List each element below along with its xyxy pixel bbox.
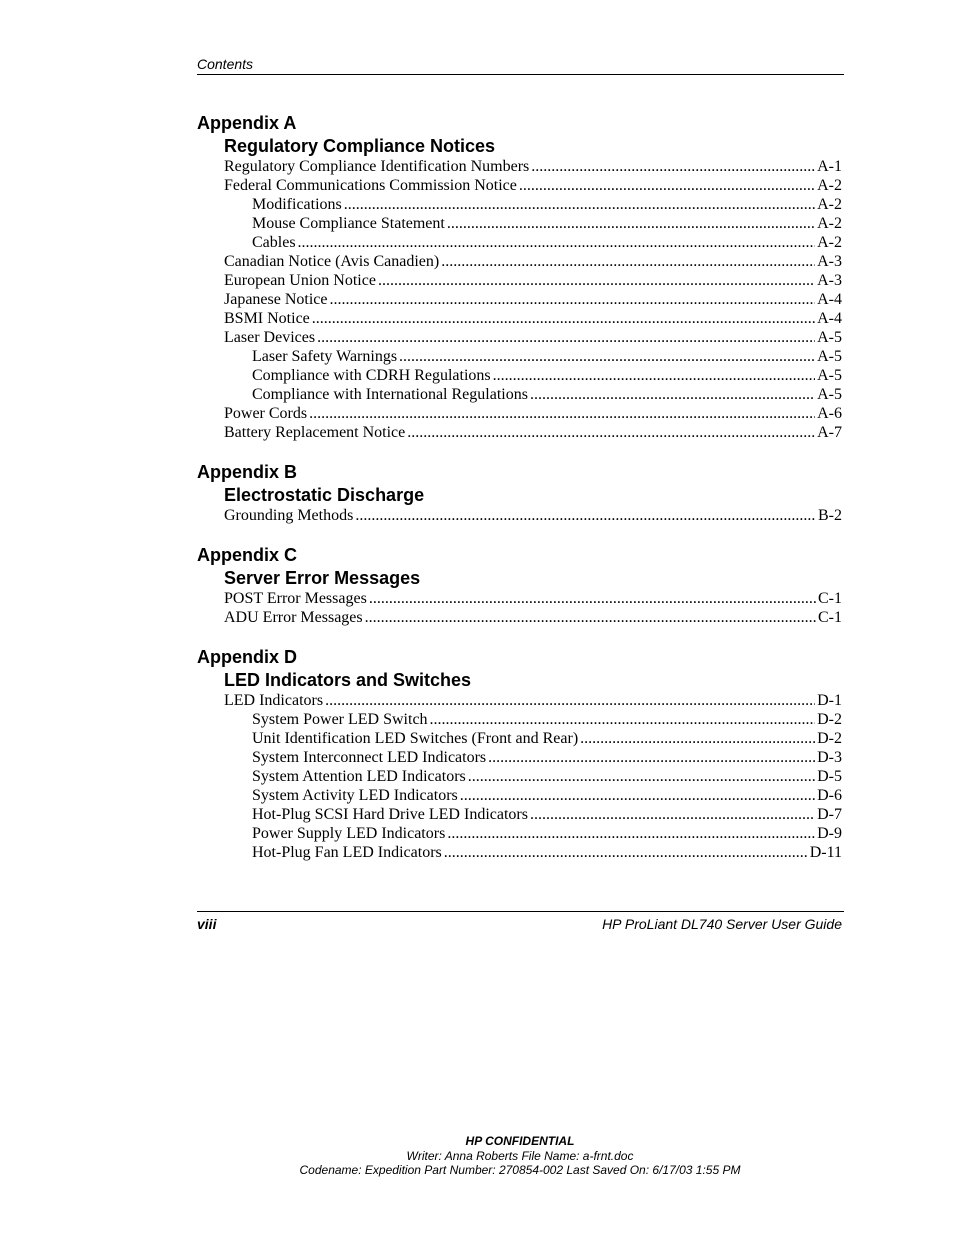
toc-entry-page: D-6 — [817, 787, 842, 804]
appendix-label: Appendix A — [197, 113, 297, 133]
toc-entry-text: Grounding Methods — [224, 507, 354, 524]
toc-entry[interactable] — [224, 506, 842, 525]
toc-entry-page: A-2 — [817, 215, 842, 232]
toc-entry-text: ADU Error Messages — [224, 609, 363, 626]
toc-entry-text: European Union Notice — [224, 272, 376, 289]
header-section: Contents — [197, 56, 254, 72]
toc-entry[interactable] — [252, 195, 842, 214]
dot-leader — [468, 767, 815, 786]
toc-entry[interactable] — [252, 385, 842, 404]
toc-entry-page: D-5 — [817, 768, 842, 785]
toc-entry-text: Regulatory Compliance Identification Numbers — [224, 158, 530, 175]
dot-leader — [430, 710, 816, 729]
page-footer — [197, 911, 844, 932]
toc-entry-page: D-9 — [817, 825, 842, 842]
toc-entry-text: Canadian Notice (Avis Canadien) — [224, 253, 440, 270]
toc-entry[interactable] — [224, 157, 842, 176]
table-of-contents — [197, 113, 842, 882]
dot-leader — [317, 328, 815, 347]
toc-entry-text: Mouse Compliance Statement — [252, 215, 445, 232]
toc-entry[interactable] — [224, 309, 842, 328]
toc-entry-text: System Activity LED Indicators — [252, 787, 458, 804]
toc-entry-page: A-5 — [817, 367, 842, 384]
toc-entry[interactable] — [224, 176, 842, 195]
toc-entry-page: A-2 — [817, 177, 842, 194]
toc-entry[interactable] — [224, 423, 842, 442]
toc-entry[interactable] — [252, 767, 842, 786]
appendix-label: Appendix D — [197, 647, 298, 667]
dot-leader — [447, 824, 815, 843]
toc-entry-text: LED Indicators — [224, 692, 324, 709]
toc-entry-page: A-2 — [817, 196, 842, 213]
toc-entry-text: Hot-Plug SCSI Hard Drive LED Indicators — [252, 806, 528, 823]
toc-entry-text: Unit Identification LED Switches (Front and Rear) — [252, 730, 579, 747]
toc-entry[interactable] — [252, 214, 842, 233]
dot-leader — [378, 271, 815, 290]
toc-entry[interactable] — [252, 710, 842, 729]
dot-leader — [447, 214, 815, 233]
dot-leader — [325, 691, 815, 710]
appendix-section — [197, 113, 842, 442]
toc-entry-page: D-7 — [817, 806, 842, 823]
toc-entry-text: Federal Communications Commission Notice — [224, 177, 517, 194]
toc-entry-text: Compliance with CDRH Regulations — [252, 367, 491, 384]
confidential-label: HP CONFIDENTIAL — [465, 1134, 575, 1148]
dot-leader — [519, 176, 815, 195]
toc-entry-page: A-1 — [817, 158, 842, 175]
toc-entry-text: Cables — [252, 234, 296, 251]
dot-leader — [330, 290, 816, 309]
appendix-section — [197, 647, 842, 862]
toc-entry-page: A-3 — [817, 253, 842, 270]
toc-entry-page: D-2 — [817, 730, 842, 747]
toc-entry-text: Modifications — [252, 196, 342, 213]
toc-entry-page: A-5 — [817, 386, 842, 403]
toc-entry-page: D-2 — [817, 711, 842, 728]
toc-entry-page: A-7 — [817, 424, 842, 441]
toc-entry[interactable] — [224, 404, 842, 423]
toc-entry-text: Power Supply LED Indicators — [252, 825, 446, 842]
page-number: viii — [197, 916, 217, 932]
dot-leader — [531, 157, 815, 176]
toc-entry[interactable] — [252, 824, 842, 843]
toc-entry-page: A-3 — [817, 272, 842, 289]
toc-entry[interactable] — [252, 805, 842, 824]
toc-entry[interactable] — [224, 589, 842, 608]
toc-entry[interactable] — [224, 271, 842, 290]
dot-leader — [493, 366, 815, 385]
toc-entry-text: Hot-Plug Fan LED Indicators — [252, 844, 442, 861]
toc-entry-page: C-1 — [818, 609, 842, 626]
toc-entry[interactable] — [252, 748, 842, 767]
codename-line: Codename: Expedition Part Number: 270854-002 Last Saved On: 6/17/03 1:55 PM — [299, 1163, 741, 1177]
toc-entry-text: Battery Replacement Notice — [224, 424, 406, 441]
dot-leader — [399, 347, 815, 366]
writer-line: Writer: Anna Roberts File Name: a-frnt.doc — [406, 1148, 634, 1163]
toc-entry[interactable] — [224, 691, 842, 710]
dot-leader — [441, 252, 815, 271]
document-title: HP ProLiant DL740 Server User Guide — [602, 916, 842, 932]
toc-entry-text: System Power LED Switch — [252, 711, 428, 728]
dot-leader — [312, 309, 815, 328]
toc-entry[interactable] — [252, 233, 842, 252]
dot-leader — [530, 385, 815, 404]
toc-entry-page: B-2 — [818, 507, 842, 524]
toc-entry-page: D-1 — [817, 692, 842, 709]
dot-leader — [530, 805, 815, 824]
toc-entry-text: Compliance with International Regulations — [252, 386, 528, 403]
dot-leader — [344, 195, 815, 214]
toc-entry-text: Power Cords — [224, 405, 308, 422]
toc-entry-page: A-2 — [817, 234, 842, 251]
toc-entry-page: D-11 — [809, 844, 842, 861]
toc-entry-page: A-4 — [817, 291, 842, 308]
dot-leader — [488, 748, 815, 767]
toc-entry-text: BSMI Notice — [224, 310, 310, 327]
appendix-title: Server Error Messages — [224, 568, 421, 588]
toc-entry[interactable] — [224, 328, 842, 347]
toc-entry[interactable] — [224, 290, 842, 309]
dot-leader — [309, 404, 815, 423]
confidential-notice — [0, 1134, 954, 1178]
dot-leader — [369, 589, 816, 608]
appendix-label: Appendix B — [197, 462, 298, 482]
appendix-title: Electrostatic Discharge — [224, 485, 425, 505]
toc-entry-page: A-6 — [817, 405, 842, 422]
toc-entry[interactable] — [252, 729, 842, 748]
dot-leader — [365, 608, 816, 627]
toc-entry-page: C-1 — [818, 590, 842, 607]
appendix-title: LED Indicators and Switches — [224, 670, 472, 690]
appendix-section — [197, 462, 842, 525]
dot-leader — [580, 729, 815, 748]
dot-leader — [460, 786, 815, 805]
toc-entry-text: Japanese Notice — [224, 291, 328, 308]
toc-entry[interactable] — [252, 366, 842, 385]
toc-entry[interactable] — [252, 843, 842, 862]
toc-entry[interactable] — [224, 252, 842, 271]
toc-entry-text: Laser Devices — [224, 329, 316, 346]
toc-entry-page: A-5 — [817, 329, 842, 346]
appendix-section — [197, 545, 842, 627]
toc-entry[interactable] — [224, 608, 842, 627]
dot-leader — [444, 843, 808, 862]
dot-leader — [298, 233, 816, 252]
dot-leader — [407, 423, 815, 442]
toc-entry-text: System Interconnect LED Indicators — [252, 749, 487, 766]
appendix-title: Regulatory Compliance Notices — [224, 136, 496, 156]
toc-entry-text: System Attention LED Indicators — [252, 768, 466, 785]
running-header — [197, 56, 844, 75]
appendix-label: Appendix C — [197, 545, 298, 565]
toc-entry-page: A-4 — [817, 310, 842, 327]
toc-entry[interactable] — [252, 786, 842, 805]
toc-entry-text: POST Error Messages — [224, 590, 367, 607]
toc-entry-page: D-3 — [817, 749, 842, 766]
toc-entry-text: Laser Safety Warnings — [252, 348, 398, 365]
toc-entry[interactable] — [252, 347, 842, 366]
dot-leader — [355, 506, 816, 525]
toc-entry-page: A-5 — [817, 348, 842, 365]
